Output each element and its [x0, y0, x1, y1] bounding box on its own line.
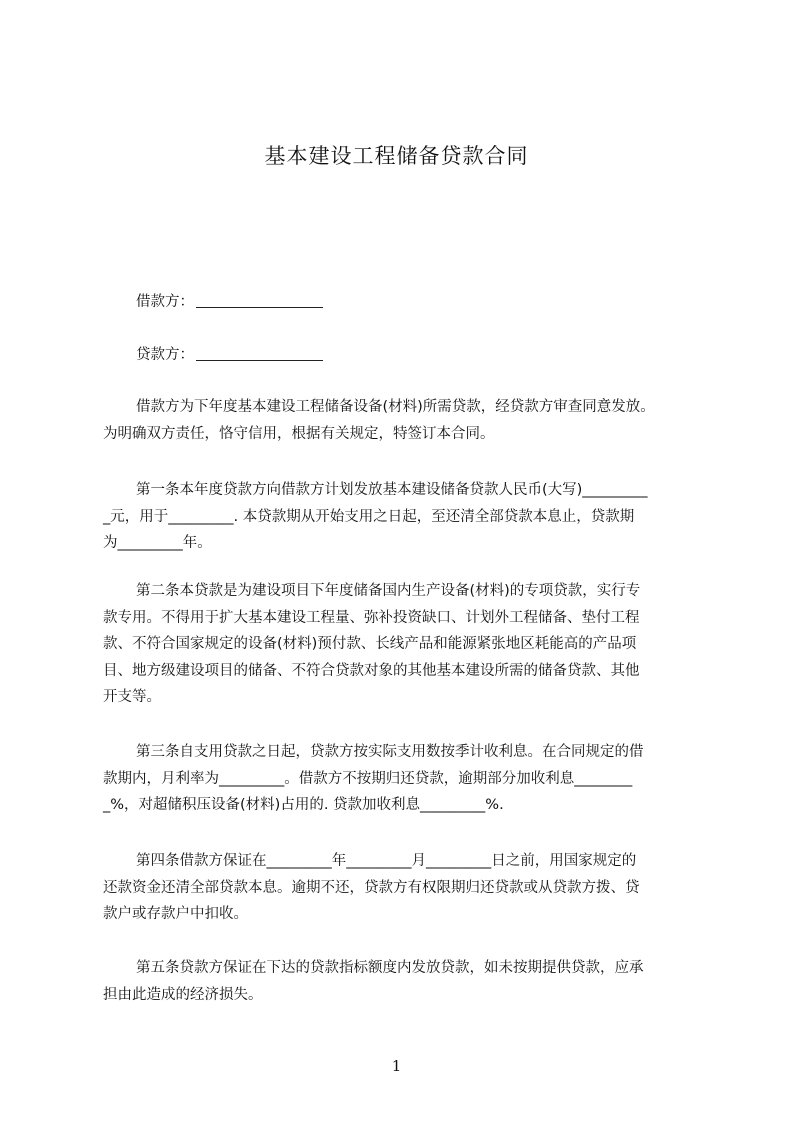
intro-paragraph [103, 394, 703, 447]
article-4-paragraph [103, 848, 703, 928]
article-1-line: 第一条本年度贷款方向借款方计划发放基本建设储备贷款人民币(大写)_________ [136, 482, 648, 498]
article-2-line: 目、地方级建设项目的储备、不符合贷款对象的其他基本建设所需的储备贷款、其他 [103, 662, 640, 679]
article-1-line: _元，用于_________. 本贷款期从开始支用之日起，至还清全部贷款本息止，贷款期 [103, 508, 635, 525]
article-1-line: 为_________年。 [103, 535, 212, 551]
lender-label: 贷款方： [136, 347, 194, 363]
article-5-line: 担由此造成的经济损失。 [103, 986, 263, 1003]
lender-blank [196, 346, 323, 361]
borrower-blank [196, 293, 323, 308]
article-2-line: 款专用。不得用于扩大基本建设工程量、弥补投资缺口、计划外工程储备、垫付工程 [103, 609, 640, 626]
page-number: 1 [391, 1057, 402, 1075]
article-1-paragraph [103, 477, 703, 557]
document-title: 基本建设工程储备贷款合同 [264, 144, 529, 168]
article-5-line: 第五条贷款方保证在下达的贷款指标额度内发放贷款，如未按期提供贷款，应承 [136, 960, 644, 976]
article-4-line: 第四条借款方保证在_________年_________月_________日之前，用国家规定的 [136, 853, 637, 869]
borrower-label: 借款方： [136, 294, 194, 310]
article-2-line: 第二条本贷款是为建设项目下年度储备国内生产设备(材料)的专项贷款，实行专 [136, 583, 641, 599]
article-5-paragraph [103, 955, 703, 1008]
article-3-line: 款期内，月利率为_________。借款方不按期归还贷款，逾期部分加收利息________ [103, 770, 633, 787]
intro-line: 为明确双方责任，恪守信用，根据有关规定，特签订本合同。 [103, 425, 495, 442]
lender-field [136, 343, 323, 364]
article-2-paragraph [103, 578, 703, 711]
article-3-line: 第三条自支用贷款之日起，贷款方按实际支用数按季计收利息。在合同规定的借 [136, 744, 644, 760]
article-4-line: 还款资金还清全部贷款本息。逾期不还，贷款方有权限期归还贷款或从贷款方拨、贷 [103, 879, 640, 896]
intro-line: 借款方为下年度基本建设工程储备设备(材料)所需贷款，经贷款方审查同意发放。 [136, 399, 655, 415]
article-3-paragraph [103, 739, 703, 819]
article-2-line: 开支等。 [103, 689, 161, 705]
borrower-field [136, 290, 323, 311]
article-2-line: 款、不符合国家规定的设备(材料)预付款、长线产品和能源紧张地区耗能高的产品项 [103, 636, 637, 652]
article-3-line: _%，对超储积压设备(材料)占用的. 贷款加收利息_________%. [103, 797, 504, 813]
article-4-line: 款户或存款户中扣收。 [103, 906, 248, 922]
